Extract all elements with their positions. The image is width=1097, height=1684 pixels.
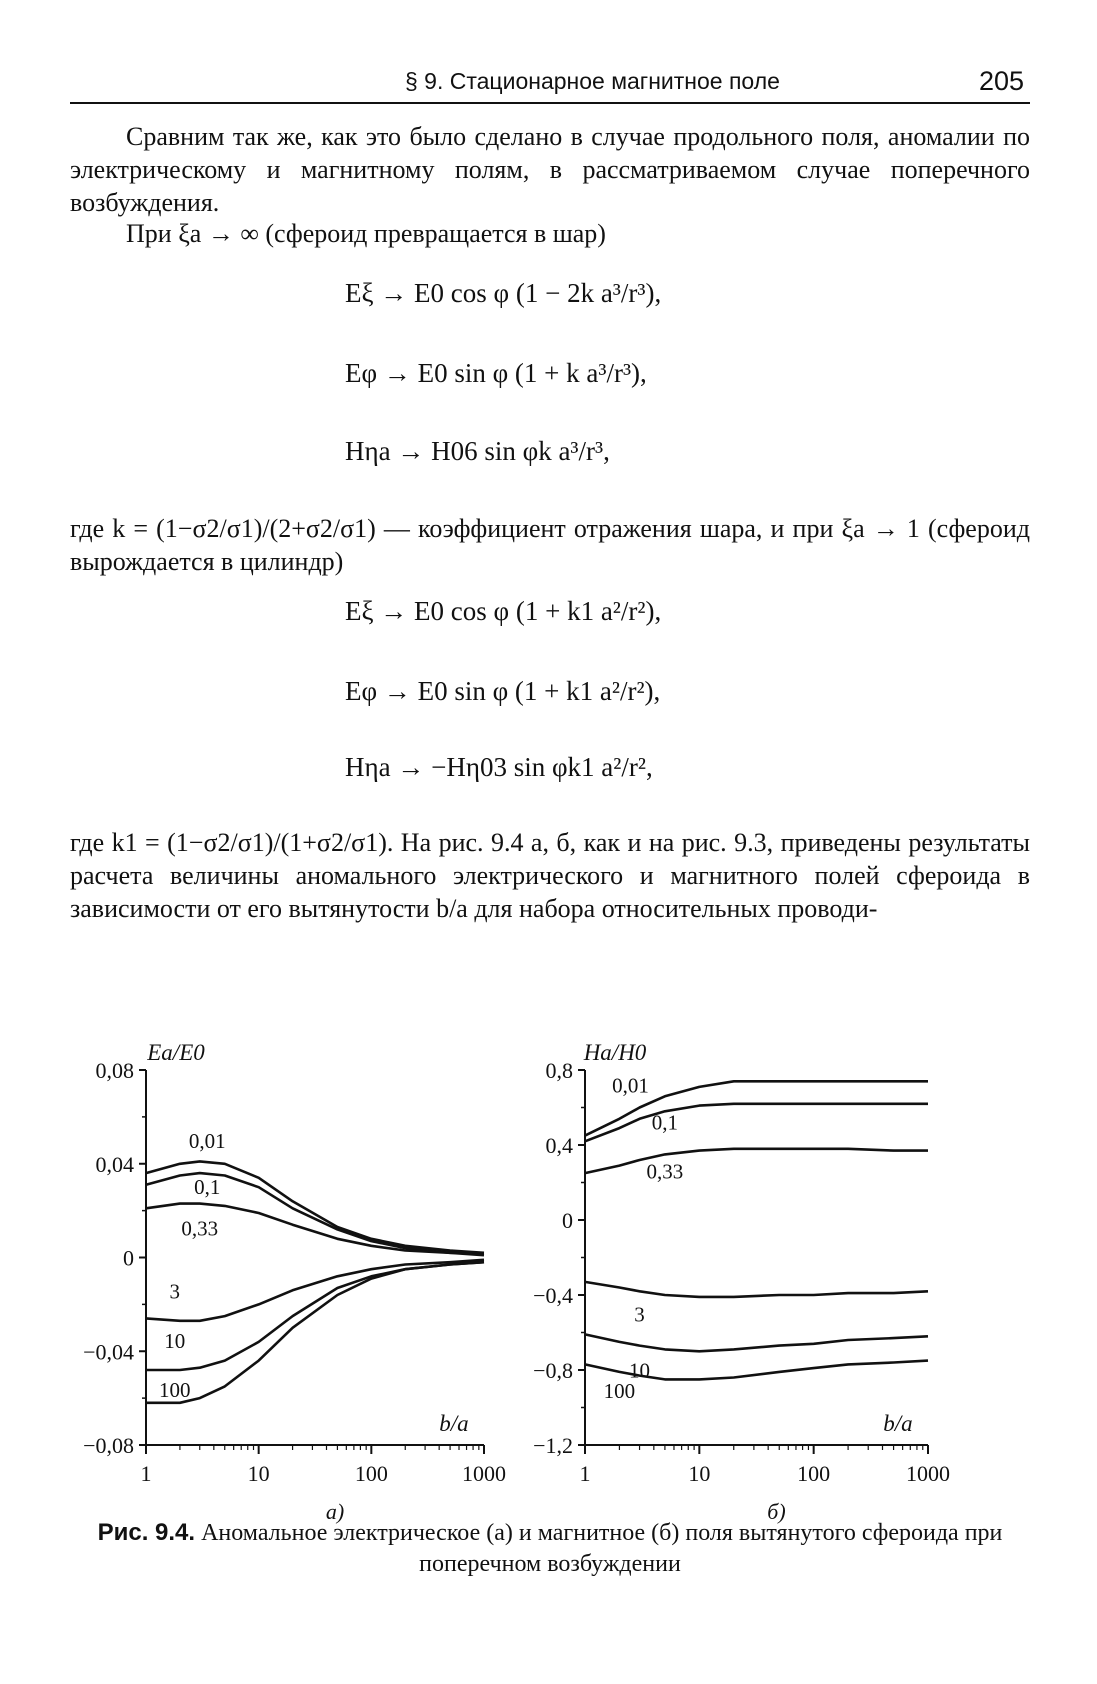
panel-a-series-label: 0,33 bbox=[181, 1216, 219, 1241]
panel-b-series-line bbox=[585, 1282, 928, 1297]
running-header bbox=[70, 62, 1030, 104]
paragraph-2: При ξa → ∞ (сфероид превращается в шар) bbox=[126, 219, 606, 248]
panel-a-x-tick-label: 100 bbox=[354, 1461, 388, 1486]
panel-b-y-tick-label: −0,4 bbox=[533, 1283, 573, 1308]
equation-e-phi-cylinder: Eφ → E0 sin φ (1 + k1 a²/r²), bbox=[345, 676, 661, 706]
equation-h-eta-cylinder: Hηa → −Hη03 sin φk1 a²/r², bbox=[345, 752, 653, 782]
page-number: 205 bbox=[978, 66, 1024, 96]
panel-b-y-tick-label: 0,4 bbox=[545, 1133, 573, 1158]
panel-a-x-axis-title: b/a bbox=[439, 1411, 469, 1436]
panel-a-y-tick-label: 0 bbox=[123, 1245, 134, 1271]
panel-b-series-line bbox=[585, 1334, 928, 1351]
panel-b-x-tick-label: 10 bbox=[688, 1461, 711, 1486]
panel-a-series-label: 0,1 bbox=[194, 1174, 221, 1199]
panel-a-y-axis-title: Ea/E0 bbox=[147, 1040, 205, 1065]
paragraph-4: где k1 = (1−σ2/σ1)/(1+σ2/σ1). На рис. 9.4 а, б, как и на рис. 9.3, приведены результаты расчета величины аномального электрического и магнитного полей сфероида в зависимости от его вытянутости b/a для набора относительных проводи- bbox=[70, 828, 1030, 923]
panel-a-series-label: 0,01 bbox=[188, 1129, 226, 1154]
panel-a-series-label: 10 bbox=[164, 1329, 186, 1353]
panel-b-x-axis-title: b/a bbox=[883, 1411, 913, 1436]
caption-text: Аномальное электрическое (а) и магнитное (б) поля вытянутого сфероида при поперечном возбуждении bbox=[201, 1520, 1003, 1577]
panel-b-series-label: 3 bbox=[634, 1302, 645, 1327]
panel-a-x-tick-label: 10 bbox=[247, 1461, 270, 1486]
panel-b-series-line bbox=[585, 1149, 928, 1173]
panel-b-series-label: 100 bbox=[603, 1378, 636, 1403]
panel-a-series-label: 3 bbox=[169, 1279, 181, 1304]
panel-a-y-tick-label: −0,04 bbox=[83, 1339, 134, 1365]
panel-b-x-tick-label: 100 bbox=[797, 1461, 831, 1486]
figure-9-4 bbox=[60, 1015, 1040, 1524]
panel-b-series-label: 0,1 bbox=[651, 1110, 679, 1135]
equation-e-xi-cylinder: Eξ → E0 cos φ (1 + k1 a²/r²), bbox=[345, 596, 662, 626]
caption-label: Рис. 9.4. bbox=[97, 1519, 196, 1546]
panel-b-y-axis-title: Ha/H0 bbox=[583, 1040, 647, 1065]
panel-b-y-tick-label: 0 bbox=[562, 1208, 573, 1233]
panel-a-x-tick-label: 1 bbox=[140, 1461, 152, 1486]
panel-a-y-tick-label: −0,08 bbox=[83, 1433, 134, 1458]
paragraph-3: где k = (1−σ2/σ1)/(2+σ2/σ1) — коэффициент отражения шара, и при ξa → 1 (сфероид вырождается в цилиндр) bbox=[70, 514, 1030, 576]
panel-b-x-tick-label: 1000 bbox=[906, 1461, 950, 1486]
panel-a-x-tick-label: 1000 bbox=[462, 1461, 506, 1486]
equation-e-phi: Eφ → E0 sin φ (1 + k a³/r³), bbox=[345, 358, 647, 388]
panel-a-series-line bbox=[146, 1262, 484, 1370]
panel-a-panel-label: а) bbox=[325, 1499, 345, 1524]
panel-b-y-tick-label: 0,8 bbox=[545, 1058, 573, 1083]
paragraph-1: Сравним так же, как это было сделано в случае продольного поля, аномалии по электрическому и магнитному полям, в рассматриваемом случае поперечного возбуждения. bbox=[70, 122, 1030, 217]
panel-a-series-label: 100 bbox=[159, 1377, 191, 1402]
header-title: § 9. Стационарное магнитное поле bbox=[405, 68, 780, 94]
figure-caption bbox=[70, 1517, 1030, 1580]
panel-b-y-tick-label: −0,8 bbox=[533, 1358, 573, 1383]
panel-a-y-tick-label: 0,04 bbox=[95, 1151, 134, 1177]
panel-b-series-label: 10 bbox=[629, 1358, 651, 1383]
panel-b-series-label: 0,33 bbox=[646, 1159, 684, 1184]
panel-b-y-tick-label: −1,2 bbox=[533, 1433, 573, 1458]
panel-a-y-tick-label: 0,08 bbox=[95, 1058, 134, 1083]
panel-b-x-tick-label: 1 bbox=[579, 1461, 591, 1486]
panel-b-panel-label: б) bbox=[767, 1499, 786, 1524]
equation-h-eta: Hηa → H06 sin φk a³/r³, bbox=[345, 436, 610, 466]
equation-e-xi: Eξ → E0 cos φ (1 − 2k a³/r³), bbox=[345, 278, 662, 308]
panel-b-series-label: 0,01 bbox=[612, 1073, 649, 1098]
